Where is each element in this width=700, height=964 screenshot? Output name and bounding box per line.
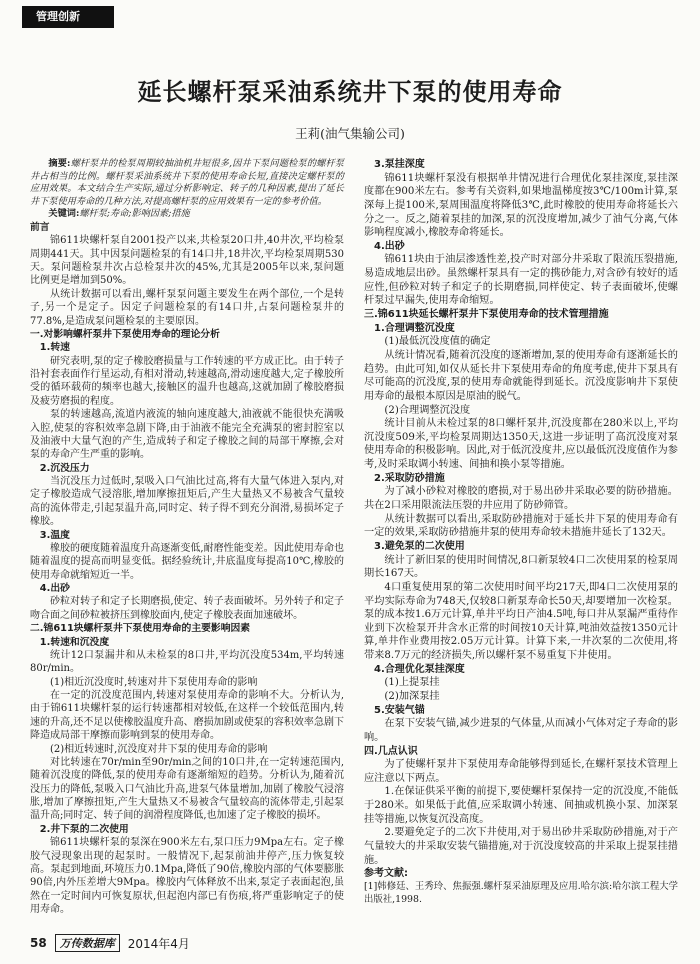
paragraph-text: 为了减小砂粒对橡胶的磨损,对于易出砂井采取必要的防砂措施。共在2口采用限流法压裂的井应用了防砂筛管。 bbox=[364, 486, 678, 512]
body-paragraph bbox=[30, 475, 344, 529]
body-paragraph bbox=[364, 513, 678, 540]
paragraph-text: (2)合理调整沉没度 bbox=[384, 404, 471, 416]
paragraph-text: 3.温度 bbox=[39, 529, 70, 541]
subsection-heading bbox=[30, 582, 344, 595]
subsection-heading bbox=[364, 540, 678, 554]
paragraph-text: 1.转速 bbox=[39, 342, 70, 354]
paragraph-text: 2.要避免定子的二次下井使用,对于易出砂井采取防砂措施,对于产气量较大的井采取安装气锚措施,对于沉没度较高的井采取上提泵挂措施。 bbox=[364, 827, 678, 866]
section-heading bbox=[364, 745, 678, 759]
paragraph-text: (1)上提泵挂 bbox=[384, 677, 440, 689]
paragraph-text: 4.合理优化泵挂深度 bbox=[374, 663, 465, 675]
subsection-heading bbox=[30, 341, 344, 354]
paragraph-text: 砂粒对转子和定子长期磨损,使定、转子表面破坏。另外转子和定子吻合面之间砂粒被挤压到橡胶面内,使定子橡胶表面加速破坏。 bbox=[30, 596, 344, 621]
body-paragraph bbox=[30, 756, 344, 823]
body-paragraph bbox=[30, 288, 344, 328]
paragraph-text: (1)相近沉没度时,转速对井下泵使用寿命的影响 bbox=[50, 676, 258, 688]
paragraph-text: 3.避免泵的二次使用 bbox=[374, 540, 465, 552]
subsection-heading bbox=[364, 240, 678, 254]
body-paragraph bbox=[364, 690, 678, 704]
paragraph-text: 1.在保证供采平衡的前提下,要使螺杆泵保持一定的沉没度,不能低于280米。如果低于此值,应采取调小转速、间抽或机换小泵、加深泵挂等措施,以恢复沉没高度。 bbox=[364, 786, 678, 825]
paragraph-text: (2)相近转速时,沉没度对井下泵的使用寿命的影响 bbox=[50, 743, 268, 755]
right-column bbox=[364, 158, 678, 907]
subsection-heading bbox=[30, 636, 344, 649]
paragraph-text: 4.出砂 bbox=[374, 240, 405, 252]
abstract-paragraph bbox=[30, 158, 344, 208]
body-paragraph bbox=[364, 253, 678, 308]
paragraph-text: 前言 bbox=[30, 221, 50, 233]
body-paragraph bbox=[30, 649, 344, 676]
paragraph-text: 在泵下安装气锚,减少进泵的气体量,从而减小气体对定子寿命的影响。 bbox=[364, 718, 678, 743]
paragraph-text: 二.锦611块螺杆泵井下泵使用寿命的主要影响因素 bbox=[30, 623, 251, 635]
paragraph-text: 研究表明,泵的定子橡胶磨损量与工作转速的平方成正比。由于转子沿衬套表面作行星运动,有相对滑动,转速越高,滑动速度越大,定子橡胶所受的循环载荷的频率也越大,接触区的温升也越高,这就加剧了橡胶磨损及疲劳磨损的程度。 bbox=[30, 355, 344, 407]
paragraph-text: 锦611块螺杆泵自2001投产以来,共检泵20口井,40井次,平均检泵周期441天。其中因泵问题检泵的有14口井,18井次,平均检泵周期530天。泵问题检泵井次占总检泵井次的45%,尤其是2005年以来,泵问题比例更是增加到50%。 bbox=[30, 235, 344, 287]
paragraph-text: 4口重复使用泵的第二次使用时间平均217天,即4口二次使用泵的平均实际寿命为748天,仅较8口新泵寿命长50天,却要增加一次检泵。泵的成本按1.6万元计算,单井平均日产油4.5吨,每口井从泵漏严重待作业到下次检泵开井含水正常的时间按10天计算,吨油效益按1350元计算,单井作业费用按2.05万元计算。计算下来,一井次泵的二次使用,将带来8.7万元的经济损失,所以螺杆泵不易重复下井使用。 bbox=[364, 581, 678, 662]
body-paragraph bbox=[30, 355, 344, 409]
body-paragraph bbox=[30, 595, 344, 622]
subsection-heading bbox=[364, 322, 678, 336]
subsection-heading bbox=[364, 158, 678, 172]
section-heading bbox=[364, 867, 678, 881]
paragraph-text: 1.合理调整沉没度 bbox=[374, 322, 455, 334]
section-heading bbox=[30, 328, 344, 341]
section-heading bbox=[364, 308, 678, 322]
reference-item bbox=[364, 881, 678, 907]
paragraph-text: 1.转速和沉没度 bbox=[39, 636, 110, 648]
paragraph-text: (2)加深泵挂 bbox=[384, 690, 440, 702]
body-paragraph bbox=[30, 676, 344, 689]
body-paragraph bbox=[364, 581, 678, 663]
body-paragraph bbox=[364, 758, 678, 785]
body-paragraph bbox=[364, 404, 678, 418]
body-paragraph bbox=[364, 335, 678, 349]
issue-date: 2014年4月 bbox=[127, 936, 190, 951]
paragraph-text: [1]韩修廷、王秀玲、焦振强.螺杆泵采油原理及应用.哈尔滨:哈尔滨工程大学出版社,1998. bbox=[364, 880, 678, 905]
paragraph-text: 为了使螺杆泵井下泵使用寿命能够得到延长,在螺杆泵技术管理上应注意以下两点。 bbox=[364, 759, 678, 784]
body-paragraph bbox=[364, 554, 678, 581]
paragraph-text: 统计12口泵漏井和从未检泵的8口井,平均沉没度534m,平均转速80r/min。 bbox=[30, 649, 344, 675]
body-paragraph bbox=[364, 349, 678, 404]
body-paragraph bbox=[364, 826, 678, 867]
paragraph-text: 从统计数据可以看出,采取防砂措施对于延长井下泵的使用寿命有一定的效果,采取防砂措施井泵的使用寿命较未措施井延长了132天。 bbox=[364, 513, 678, 539]
body-paragraph bbox=[364, 485, 678, 512]
subsection-heading bbox=[30, 462, 344, 475]
journal-logo: 万传数据库 bbox=[55, 934, 120, 952]
paragraph-text: 3.泵挂深度 bbox=[374, 159, 425, 170]
body-paragraph bbox=[30, 743, 344, 756]
paragraph-text: 2.采取防砂措施 bbox=[374, 472, 445, 484]
paragraph-text: 统计目前从未检过泵的8口螺杆泵井,沉没度都在280米以上,平均沉没度509米,平均检泵周期达1350天,这进一步证明了高沉没度对泵使用寿命的积极影响。因此,对于低沉没度井,应以最低沉没度值作为参考,及时采取调小转速、间抽和换小泵等措施。 bbox=[364, 418, 678, 471]
body-paragraph bbox=[364, 417, 678, 472]
body-paragraph bbox=[364, 717, 678, 744]
body-paragraph bbox=[364, 676, 678, 690]
author-line: 王莉(油气集输公司) bbox=[295, 126, 405, 141]
body-paragraph bbox=[30, 836, 344, 916]
page-footer bbox=[30, 934, 190, 952]
paragraph-text: 一.对影响螺杆泵井下泵使用寿命的理论分析 bbox=[30, 328, 220, 340]
abstract-label: 关键词: bbox=[48, 208, 80, 220]
body-paragraph bbox=[30, 542, 344, 582]
section-heading bbox=[30, 622, 344, 635]
paragraph-text: 四.几点认识 bbox=[364, 745, 418, 757]
paragraph-text: 螺杆泵井的检泵周期较抽油机井短很多,因井下泵问题检泵的螺杆泵井占相当的比例。螺杆泵采油系统井下泵的使用寿命长短,直接决定螺杆泵的应用效果。本文结合生产实际,通过分析影响定、转子的几种因素,提出了延长井下泵使用寿命的几种方法,对提高螺杆泵的应用效果有一定的参考价值。 bbox=[30, 158, 344, 207]
paragraph-text: 2.沉没压力 bbox=[39, 462, 90, 474]
body-paragraph bbox=[30, 689, 344, 743]
paragraph-text: 锦611块由于油层渗透性差,投产时对部分井采取了限流压裂措施,易造成地层出砂。虽然螺杆泵具有一定的携砂能力,对含砂有较好的适应性,但砂粒对转子和定子的长期磨损,同样使定、转子表面破坏,使螺杆泵过早漏失,使用寿命缩短。 bbox=[364, 254, 678, 307]
paragraph-text: 橡胶的硬度随着温度升高逐渐变低,耐磨性能变差。因此使用寿命也随着温度的提高而明显变低。据经验统计,井底温度每提高10℃,橡胶的使用寿命就缩短近一半。 bbox=[30, 542, 344, 581]
paragraph-text: (1)最低沉没度值的确定 bbox=[384, 336, 491, 348]
left-column bbox=[30, 158, 344, 916]
subsection-heading bbox=[364, 472, 678, 486]
body-paragraph bbox=[30, 234, 344, 288]
paragraph-text: 在一定的沉没度范围内,转速对泵使用寿命的影响不大。分析认为,由于锦611块螺杆泵的运行转速都相对较低,在这样一个较低范围内,转速的升高,还不足以使橡胶温度升高、磨损加剧或使泵的容积效率急剧下降造成局部干摩擦而影响到泵的使用寿命。 bbox=[30, 690, 344, 742]
abstract-paragraph bbox=[30, 208, 344, 221]
paragraph-text: 泵的转速越高,流道内液流的轴向速度越大,油液就不能很快充满吸入腔,使泵的容积效率急剧下降,由于油液不能完全充满泵的密封腔室以及油液中大量气泡的产生,造成转子和定子橡胶之间的局部干摩擦,会对泵的寿命产生严重的影响。 bbox=[30, 409, 344, 461]
paragraph-text: 锦611块螺杆泵的泵深在900米左右,泵口压力9Mpa左右。定子橡胶气浸现象出现的起泵时。一般情况下,起泵前油井停产,压力恢复较高。泵起到地面,环境压力0.1Mpa,降低了90倍,橡胶内部的气体要膨胀90倍,内外压差增大9Mpa。橡胶内气体释放不出来,泵定子表面起泡,虽然在一定时间内可恢复原状,但起泡内部已有伤痕,将严重影响定子的使用寿命。 bbox=[30, 837, 344, 916]
paragraph-text: 对比转速在70r/min至90r/min之间的10口井,在一定转速范围内,随着沉没度的降低,泵的使用寿命有逐渐缩短的趋势。分析认为,随着沉没压力的降低,泵吸入口气油比升高,进泵气体量增加,加剧了橡胶气浸溶胀,增加了摩擦扭矩,产生大量热又不易被含气量较高的流体带走,引起泵温升高;同时定、转子间的润滑程度降低,也加速了定子橡胶的损坏。 bbox=[30, 756, 344, 822]
paragraph-text: 参考文献: bbox=[364, 868, 408, 880]
paragraph-text: 从统计情况看,随着沉没度的逐渐增加,泵的使用寿命有逐渐延长的趋势。由此可知,如仅从延长井下泵使用寿命的角度考虑,使井下泵具有尽可能高的沉没度,泵的使用寿命就能得到延长。沉没度影响井下泵使用寿命的最根本原因是原油的脱气。 bbox=[364, 349, 678, 402]
body-paragraph bbox=[30, 408, 344, 462]
paper-title: 延长螺杆泵采油系统井下泵的使用寿命 bbox=[137, 78, 563, 106]
subsection-heading bbox=[30, 823, 344, 836]
paragraph-text: 从统计数据可以看出,螺杆泵泵问题主要发生在两个部位,一个是转子,另一个是定子。因定子问题检泵的有14口井,占泵问题检泵井的77.8%,是造成泵问题检泵的主要原因。 bbox=[30, 288, 344, 327]
section-tag: 管理创新 bbox=[22, 6, 114, 28]
abstract-label: 摘要: bbox=[48, 158, 71, 169]
subsection-heading bbox=[364, 663, 678, 677]
subsection-heading bbox=[30, 529, 344, 542]
paragraph-text: 5.安装气锚 bbox=[374, 704, 425, 716]
body-paragraph bbox=[364, 785, 678, 826]
subsection-heading bbox=[364, 704, 678, 718]
paragraph-text: 三.锦611块延长螺杆泵井下泵使用寿命的技术管理措施 bbox=[364, 309, 609, 321]
paragraph-text: 当沉没压力过低时,泵吸入口气油比过高,将有大量气体进入泵内,对定子橡胶造成气浸溶胀,增加摩擦扭矩后,产生大量热又不易被含气量较高的流体带走,引起泵温升高,同时定、转子得不到充分润滑,易损坏定子橡胶。 bbox=[30, 476, 344, 528]
paragraph-text: 4.出砂 bbox=[39, 583, 70, 595]
section-heading bbox=[30, 221, 344, 234]
body-paragraph bbox=[364, 172, 678, 240]
paragraph-text: 螺杆泵;寿命;影响因素;措施 bbox=[79, 208, 190, 220]
paragraph-text: 锦611块螺杆泵没有根据单井情况进行合理优化泵挂深度,泵挂深度都在900米左右。参考有关资料,如果地温梯度按3℃/100m计算,泵深每上提100米,泵周围温度将降低3℃,此时橡胶的使用寿命将延长六分之一。反之,随着泵挂的加深,泵的沉没度增加,减少了油气分离,气体影响程度减小,橡胶寿命将延长。 bbox=[364, 172, 678, 239]
paragraph-text: 统计了新旧泵的使用时间情况,8口新泵较4口二次使用泵的检泵周期长167天。 bbox=[364, 554, 678, 580]
page-number: 58 bbox=[30, 936, 47, 950]
paragraph-text: 2.井下泵的二次使用 bbox=[39, 823, 129, 835]
